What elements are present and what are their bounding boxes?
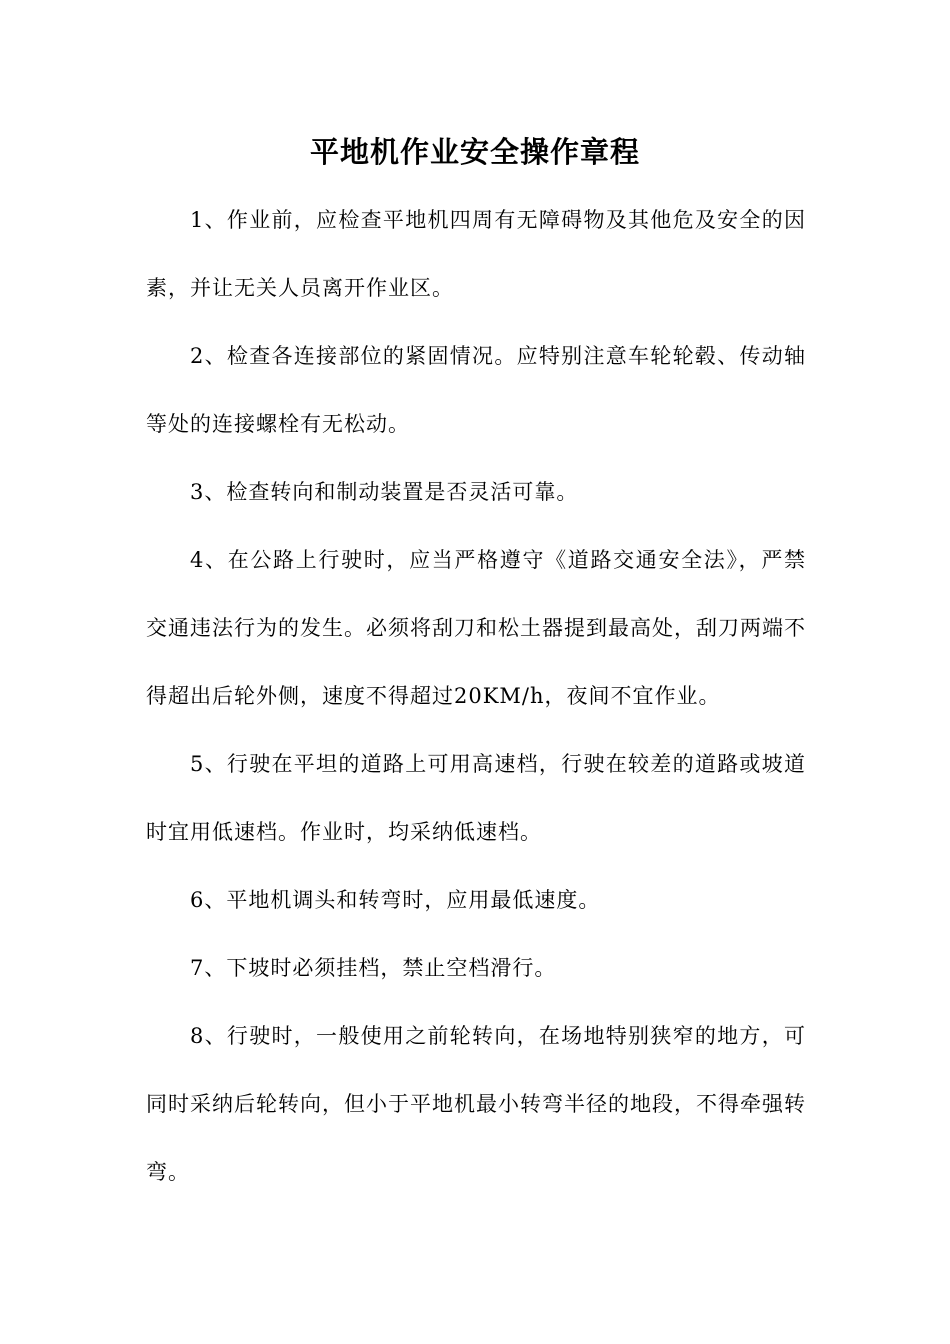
paragraph-6: 6、平地机调头和转弯时，应用最低速度。 [190, 888, 601, 912]
paragraph-8: 8、行驶时，一般使用之前轮转向，在场地特别狭窄的地方，可同时采纳后轮转向，但小于平地机最小转弯半径的地段，不得牵强转弯。 [146, 1024, 806, 1184]
document-title: 平地机作业安全操作章程 [309, 135, 640, 169]
paragraph-4: 4、在公路上行驶时，应当严格遵守《道路交通安全法》，严禁交通违法行为的发生。必须将刮刀和松土器提到最高处，刮刀两端不得超出后轮外侧，速度不得超过20KM/h，夜间不宜作业。 [146, 548, 806, 708]
paragraph-7: 7、下坡时必须挂档，禁止空档滑行。 [190, 956, 557, 980]
paragraph-1: 1、作业前，应检查平地机四周有无障碍物及其他危及安全的因素，并让无关人员离开作业区。 [146, 208, 806, 300]
paragraph-3: 3、检查转向和制动装置是否灵活可靠。 [190, 480, 579, 504]
document-body [146, 186, 806, 1206]
paragraph-5: 5、行驶在平坦的道路上可用高速档，行驶在较差的道路或坡道时宜用低速档。作业时，均采纳低速档。 [146, 752, 806, 844]
paragraph-2: 2、检查各连接部位的紧固情况。应特别注意车轮轮毂、传动轴等处的连接螺栓有无松动。 [146, 344, 806, 436]
